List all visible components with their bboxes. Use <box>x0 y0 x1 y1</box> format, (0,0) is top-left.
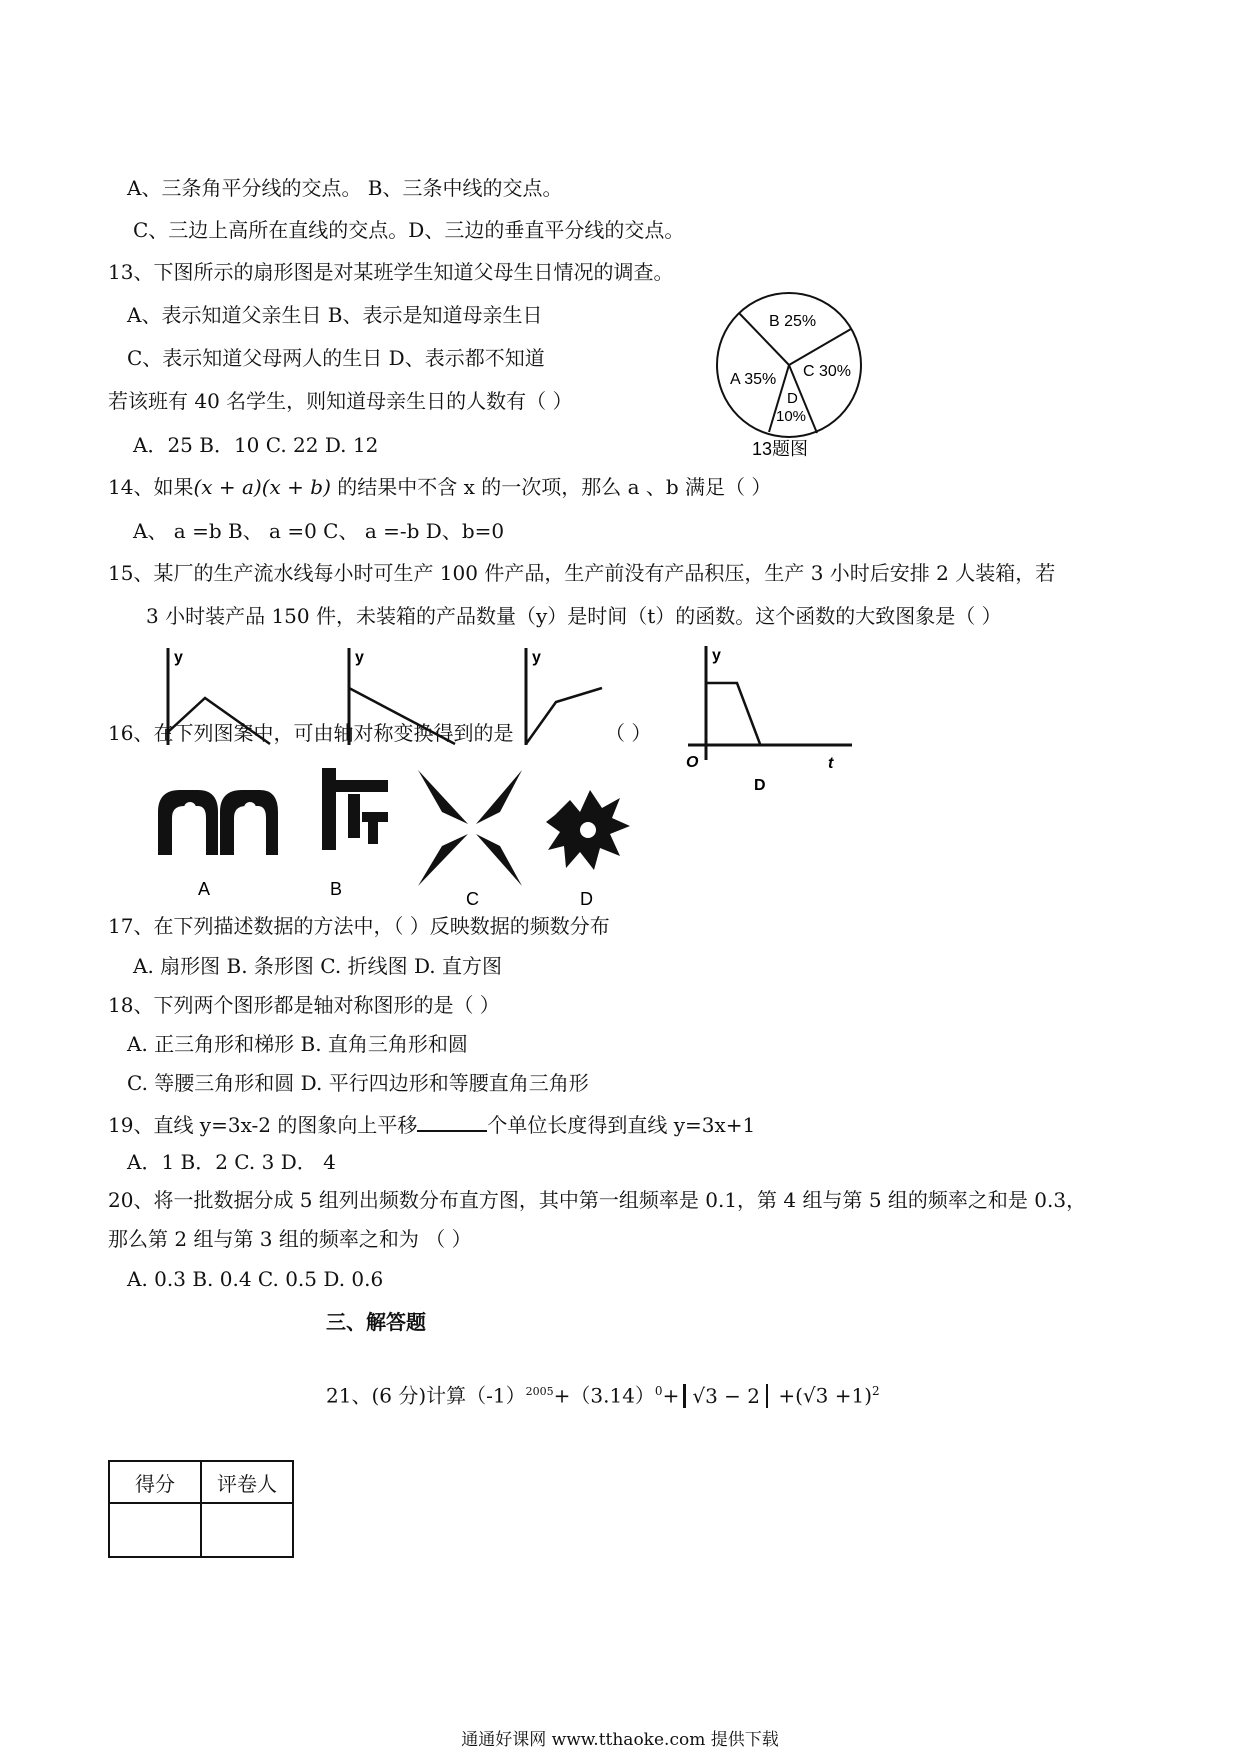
pattern-c-label: C <box>466 889 479 909</box>
q17-stem: 17、在下列描述数据的方法中，（ ）反映数据的频数分布 <box>108 914 610 938</box>
q16-stem: 16、在下列图案中，可由轴对称变换得到的是 <box>108 721 514 745</box>
q14-expression: (x + a)(x + b) <box>193 475 331 499</box>
q19-stem <box>108 1110 755 1138</box>
q20-options: A. 0.3 B. 0.4 C. 0.5 D. 0.6 <box>127 1267 384 1291</box>
q13-question: 若该班有 40 名学生，则知道母亲生日的人数有（ ） <box>108 389 573 413</box>
q14-options: A、 a =b B、 a =0 C、 a =-b D、b=0 <box>133 519 505 543</box>
graph-d-t-label: t <box>828 755 834 772</box>
graph-c-y-label: y <box>532 649 541 666</box>
q17-options: A. 扇形图 B. 条形图 C. 折线图 D. 直方图 <box>133 954 502 978</box>
q13-desc-cd: C、表示知道父母两人的生日 D、表示都不知道 <box>127 346 545 370</box>
q16-patterns <box>150 760 690 910</box>
q13-desc-ab: A、表示知道父亲生日 B、表示是知道母亲生日 <box>127 303 543 327</box>
q19-options: A．1 B．2 C. 3 D． 4 <box>127 1150 336 1174</box>
q21-exp-1: 2005 <box>525 1385 554 1398</box>
q18-options-cd: C. 等腰三角形和圆 D. 平行四边形和等腰直角三角形 <box>127 1071 589 1095</box>
graph-b-y-label: y <box>355 649 364 666</box>
q19-stem-post: 个单位长度得到直线 y=3x+1 <box>487 1113 756 1137</box>
q21-mid-3: +(√3 +1) <box>772 1383 873 1408</box>
q21-mid-1: +（3.14） <box>553 1383 655 1408</box>
q21-exp-2: 0 <box>654 1384 663 1398</box>
score-cell[interactable] <box>109 1503 201 1557</box>
pie-slice-d-label: D <box>787 390 798 407</box>
grader-header: 评卷人 <box>201 1461 293 1503</box>
q13-stem: 13、下图所示的扇形图是对某班学生知道父母生日情况的调查。 <box>108 260 674 284</box>
grader-cell[interactable] <box>201 1503 293 1557</box>
q20-stem-2: 那么第 2 组与第 3 组的频率之和为 （ ） <box>108 1227 472 1251</box>
pie-slice-c-label: C 30% <box>803 363 852 380</box>
q21-mid-2: + <box>662 1383 680 1408</box>
score-table <box>108 1460 294 1558</box>
graph-c-curve <box>526 688 602 744</box>
q13-options: A．25 B．10 C. 22 D. 12 <box>133 433 379 457</box>
q14-stem-post: 的结果中不含 x 的一次项，那么 a 、b 满足（ ） <box>330 475 772 499</box>
q21-abs-value: √3 − 2 <box>683 1384 768 1408</box>
graph-d-y-label: y <box>712 647 721 664</box>
pattern-d <box>546 790 630 909</box>
pattern-a <box>158 790 278 899</box>
q12-options-cd: C、三边上高所在直线的交点。D、三边的垂直平分线的交点。 <box>133 218 685 242</box>
q18-stem: 18、下列两个图形都是轴对称图形的是（ ） <box>108 993 500 1017</box>
graph-a-y-label: y <box>174 649 183 666</box>
q13-pie-chart <box>705 285 885 470</box>
graph-d-origin: O <box>686 754 699 771</box>
pattern-d-label: D <box>580 889 593 909</box>
section-title: 三、解答题 <box>326 1310 426 1334</box>
q15-stem-1: 15、某厂的生产流水线每小时可生产 100 件产品，生产前没有产品积压，生产 3 小时后安排 2 人装箱，若 <box>108 561 1056 585</box>
q18-options-ab: A. 正三角形和梯形 B. 直角三角形和圆 <box>127 1032 468 1056</box>
pie-divider-bc <box>789 329 851 365</box>
q21-exp-3: 2 <box>872 1384 880 1398</box>
pattern-c <box>418 770 522 909</box>
q21-pre: 21、(6 分)计算（-1） <box>326 1383 526 1408</box>
pattern-b-label: B <box>330 879 343 899</box>
q16-paren: （ ） <box>605 721 652 745</box>
graph-d-label: D <box>754 777 766 794</box>
q15-graph-d <box>680 640 860 810</box>
pie-slice-a-label: A 35% <box>730 371 777 388</box>
q12-options-ab: A、三条角平分线的交点。 B、三条中线的交点。 <box>127 176 563 200</box>
footer: 通通好课网 www.tthaoke.com 提供下载 <box>461 1730 779 1750</box>
q15-stem-2: 3 小时装产品 150 件，未装箱的产品数量（y）是时间（t）的函数。这个函数的大致图象是（ ） <box>146 604 1002 628</box>
pie-slice-b-label: B 25% <box>769 313 817 330</box>
pie-caption: 13题图 <box>752 439 809 459</box>
score-header: 得分 <box>109 1461 201 1503</box>
pie-slice-d-value: 10% <box>776 408 807 425</box>
pattern-a-label: A <box>198 879 211 899</box>
q14-stem-pre: 14、如果 <box>108 475 194 499</box>
q19-stem-pre: 19、直线 y=3x-2 的图象向上平移 <box>108 1113 418 1137</box>
pattern-b <box>322 768 388 899</box>
graph-d-curve <box>706 683 760 744</box>
q14-stem <box>108 474 771 500</box>
q21-expression <box>326 1378 880 1409</box>
q19-answer-blank[interactable] <box>417 1110 487 1132</box>
q20-stem-1: 20、将一批数据分成 5 组列出频数分布直方图，其中第一组频率是 0.1，第 4 组与第 5 组的频率之和是 0.3， <box>108 1188 1087 1212</box>
q15-graph-c <box>510 640 620 750</box>
